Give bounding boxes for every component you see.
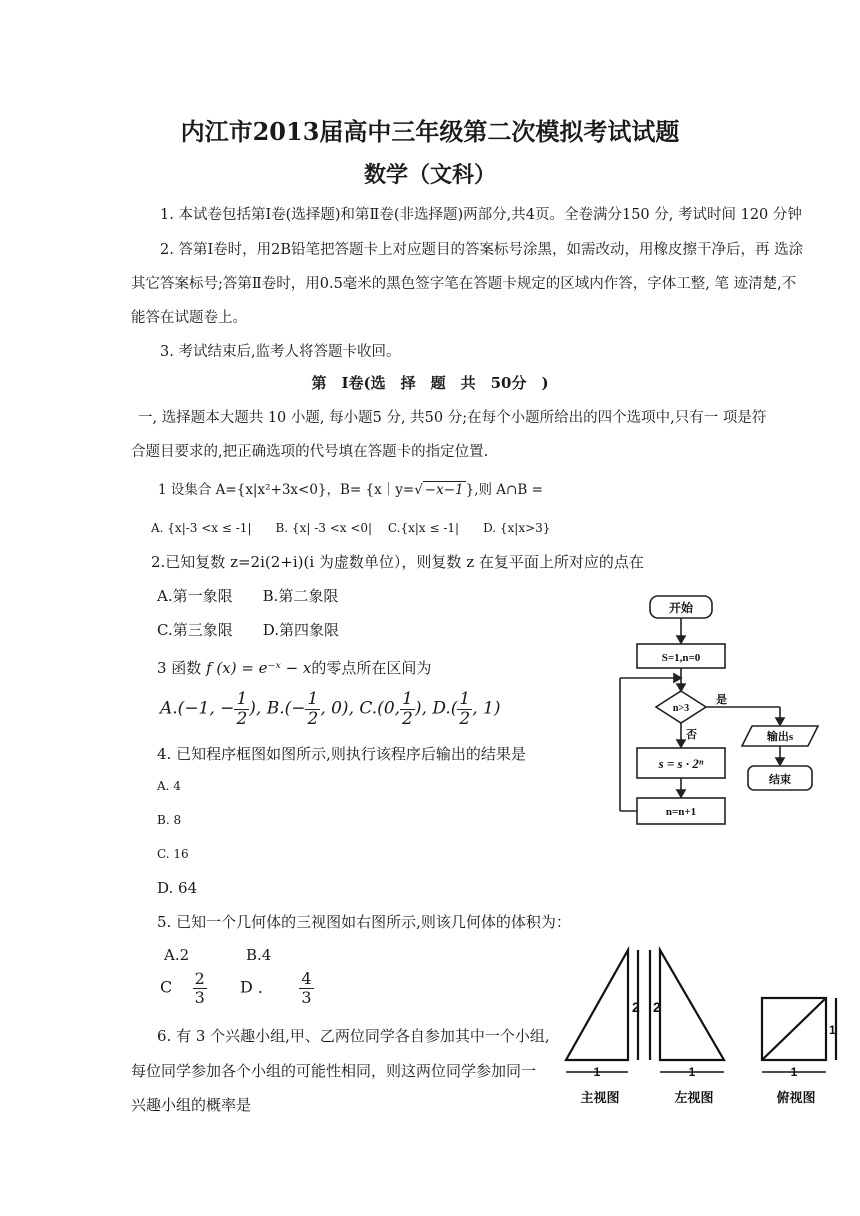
question-4-option-c: C. 16 (157, 847, 189, 861)
section-intro-b: 合题目要求的,把正确选项的代号填在答题卡的指定位置. (131, 444, 489, 460)
front-view-label: 主视图 (580, 1090, 620, 1105)
top-width-label: 1 (790, 1065, 798, 1079)
question-5-option-c: C $\frac{2}{3}$ (160, 969, 205, 1007)
fraction-half: $\frac{1}{2}$ (236, 689, 248, 729)
question-4-stem: 4. 已知程序框图如图所示,则执行该程序后输出的结果是 (157, 745, 526, 763)
fraction-half: $\frac{1}{2}$ (459, 689, 471, 729)
front-height-label: 2 (632, 999, 640, 1015)
instruction-3: 3. 考试结束后,监考人将答题卡收回。 (160, 344, 401, 360)
top-height-label: 1 (829, 1023, 836, 1037)
question-5-stem: 5. 已知一个几何体的三视图如右图所示,则该几何体的体积为： (157, 913, 571, 931)
instruction-1: 1. 本试卷包括第Ⅰ卷(选择题)和第Ⅱ卷(非选择题)两部分,共4页。全卷满分150 分, 考试时间 120 分钟 (160, 207, 802, 223)
question-2-stem: 2.已知复数 z=2i(2+i)(i 为虚数单位），则复数 z 在复平面上所对应的点在 (151, 553, 644, 571)
question-1-options: A. {x|-3 <x ≤ -1| B. {x| -3 <x <0| C.{x|x ≤ -1| D. {x|x>3} (151, 521, 551, 535)
instruction-2a: 2. 答第Ⅰ卷时，用2B铅笔把答题卡上对应题目的答案标号涂黑，如需改动，用橡皮擦干净后，再 选涂 (160, 242, 804, 258)
flowchart-output-label: 输出s (766, 731, 794, 743)
question-6-line-c: 兴趣小组的概率是 (131, 1096, 252, 1114)
flowchart-yes-label: 是 (716, 694, 727, 706)
top-view-label: 俯视图 (776, 1090, 816, 1105)
question-5-option-b: B.4 (246, 946, 272, 964)
question-5-option-a: A.2 (164, 946, 190, 964)
front-view-shape (566, 950, 628, 1060)
question-2-options-cd: C.第三象限 D.第四象限 (157, 621, 339, 639)
side-view-shape (660, 950, 724, 1060)
question-3-stem: 3 函数 f (x) = e⁻ˣ − x的零点所在区间为 (157, 659, 432, 677)
question-3-options: A.(−1, − $\frac{1}{2}$ ), B.(− $\frac{1}{2}$ , 0), C.(0, $\frac{1}{2}$ ), D.( $\frac{1}{2}$ , 1) (160, 689, 501, 729)
flowchart-cond-label: n>3 (672, 703, 690, 714)
fraction-half: $\frac{1}{2}$ (402, 689, 413, 729)
question-2-options-ab: A.第一象限 B.第二象限 (157, 587, 339, 605)
question-6-line-a: 6. 有 3 个兴趣小组,甲、乙两位同学各自参加其中一个小组, (157, 1027, 550, 1045)
question-6-line-b: 每位同学参加各个小组的可能性相同，则这两位同学参加同一 (131, 1062, 537, 1080)
side-view-label: 左视图 (674, 1090, 714, 1105)
question-5-option-d: D ． $\frac{4}{3}$ (240, 969, 312, 1007)
question-4-option-a: A. 4 (157, 779, 181, 793)
three-view-figure (556, 936, 846, 1112)
exam-title: 内江市2013届高中三年级第二次模拟考试试题 (180, 117, 680, 146)
flowchart-no-label: 否 (686, 729, 697, 741)
flowchart-init-label: S=1,n=0 (661, 652, 701, 664)
question-4-option-b: B. 8 (157, 813, 182, 827)
flowchart-figure (600, 586, 840, 836)
fraction-half: $\frac{1}{2}$ (307, 689, 319, 729)
flowchart-start-label: 开始 (668, 601, 694, 615)
flowchart-incr-label: n=n+1 (665, 806, 697, 818)
flowchart-end-label: 结束 (769, 774, 791, 786)
exam-subtitle: 数学（文科） (363, 162, 496, 188)
section-intro-a: 一, 选择题本大题共 10 小题, 每小题5 分, 共50 分;在每个小题所给出的四个选项中,只有一 项是符 (138, 410, 767, 426)
side-width-label: 1 (688, 1065, 696, 1079)
side-height-label: 2 (653, 999, 661, 1015)
question-4-option-d: D. 64 (157, 879, 198, 897)
question-1-stem: 1 设集合 A={x|x²+3x<0}，B= {x｜y=√ −x−1 },则 A∩B = (158, 482, 543, 498)
instruction-2c: 能答在试题卷上。 (131, 310, 247, 326)
front-width-label: 1 (593, 1065, 601, 1079)
section-heading: 第 Ⅰ卷(选 择 题 共 50分 ) (311, 374, 549, 392)
flowchart-assign-label: s = s · 2ⁿ (658, 756, 704, 771)
instruction-2b: 其它答案标号;答第Ⅱ卷时，用0.5毫米的黑色签字笔在答题卡规定的区域内作答，字体工整, 笔 迹清楚,不 (131, 276, 797, 292)
